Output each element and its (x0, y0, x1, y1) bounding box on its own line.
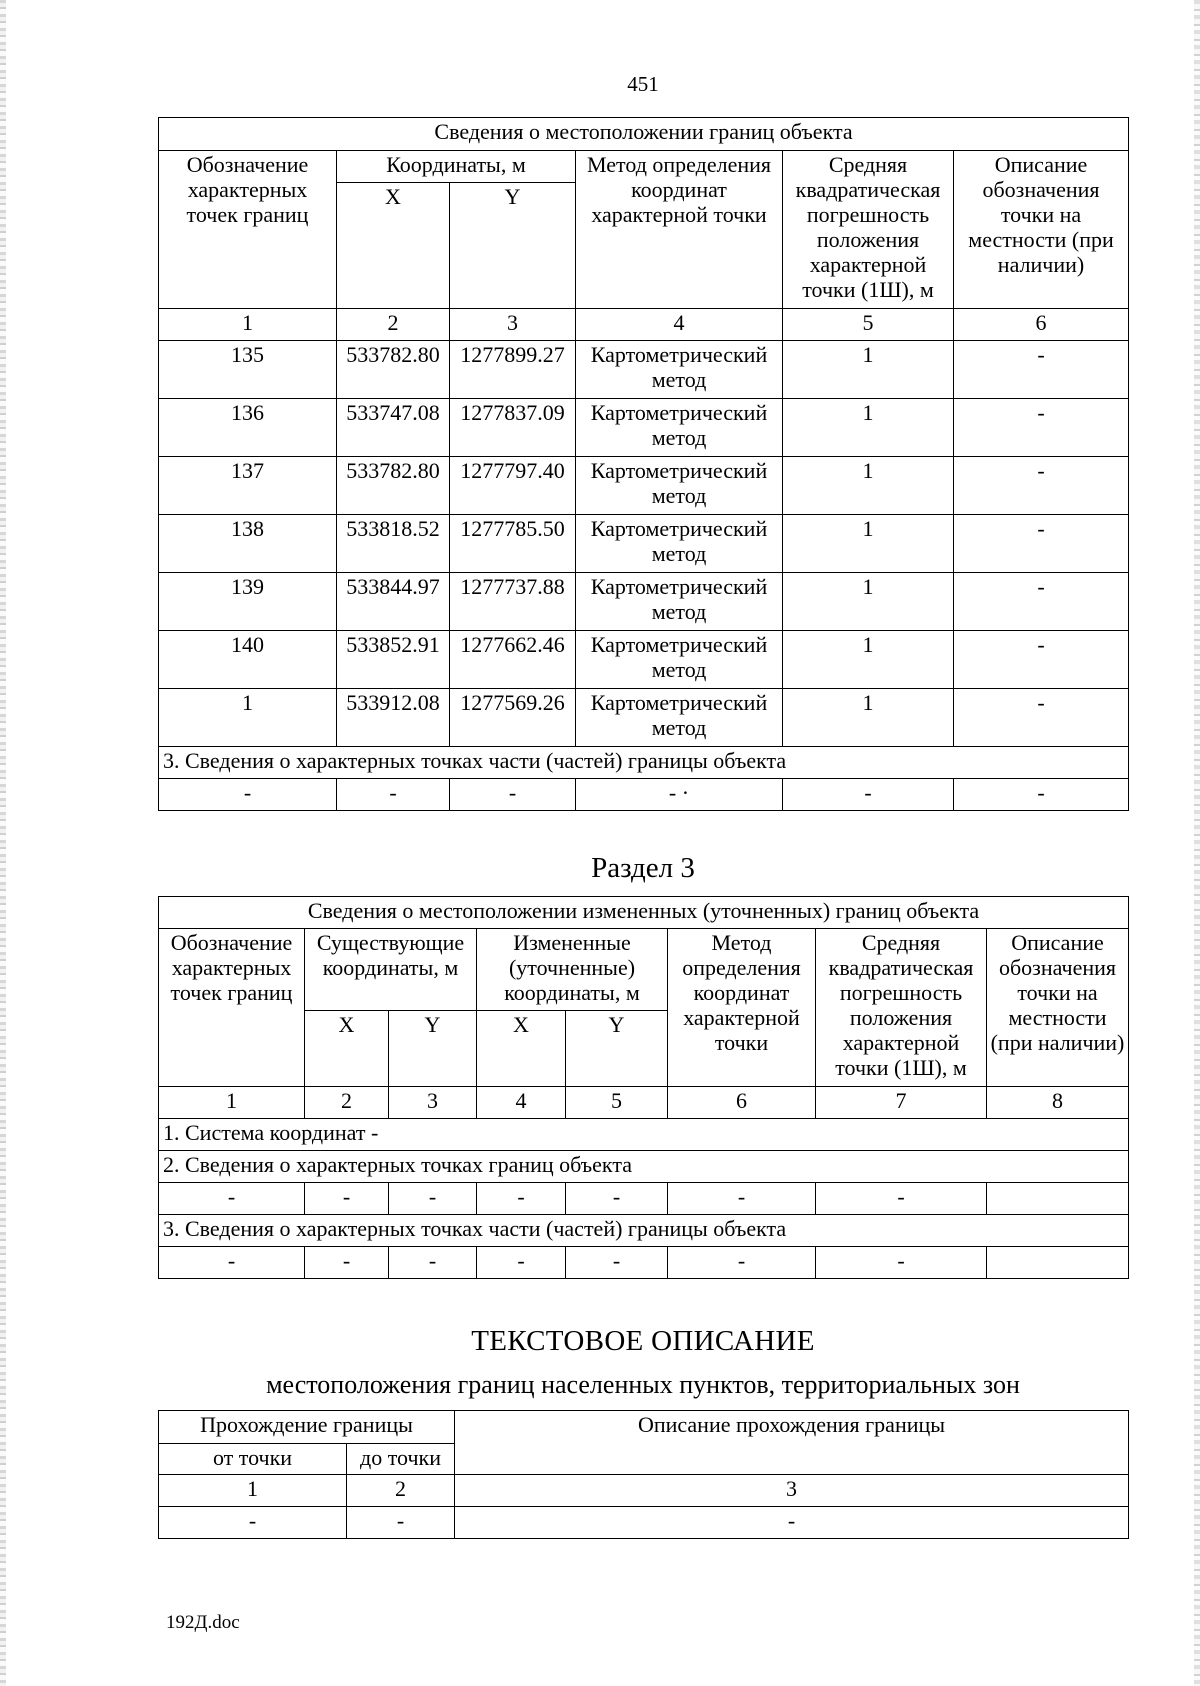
header-coordinates: Координаты, м (337, 151, 576, 183)
column-number: 1 (159, 1475, 347, 1507)
table-row (159, 779, 1129, 811)
y-cell: 1277785.50 (450, 515, 576, 573)
method-cell: Картометрический метод (576, 515, 783, 573)
point-cell: 1 (159, 689, 337, 747)
dash-cell: - (159, 1183, 305, 1215)
point-cell: 138 (159, 515, 337, 573)
boundary-passage-table (158, 1410, 1129, 1539)
y-cell: 1277569.26 (450, 689, 576, 747)
column-number: 5 (566, 1087, 668, 1119)
dash-cell: - (337, 779, 450, 811)
description-cell: - (954, 515, 1129, 573)
header-description: Описание обозначения точки на местности (при наличии) (954, 151, 1129, 309)
x-cell: 533844.97 (337, 573, 450, 631)
part-section-label: 3. Сведения о характерных точках части (частей) границы объекта (159, 1215, 1129, 1247)
table-row (159, 573, 1129, 631)
section-title: Раздел 3 (591, 852, 695, 884)
dash-cell: - (347, 1507, 455, 1539)
dash-cell: - (455, 1507, 1129, 1539)
changed-boundary-table (158, 896, 1129, 1279)
column-number: 6 (668, 1087, 816, 1119)
header-to-point: до точки (347, 1444, 455, 1475)
table-row (159, 1183, 1129, 1215)
description-cell: - (954, 457, 1129, 515)
dash-cell: - (668, 1183, 816, 1215)
header-y: Y (450, 183, 576, 309)
x-cell: 533818.52 (337, 515, 450, 573)
x-cell: 533852.91 (337, 631, 450, 689)
table-row (159, 631, 1129, 689)
x-cell: 533782.80 (337, 457, 450, 515)
dash-cell: - (159, 1247, 305, 1279)
dash-cell: - (305, 1183, 389, 1215)
table-row (159, 689, 1129, 747)
column-number: 4 (576, 309, 783, 341)
text-description-heading: ТЕКСТОВОЕ ОПИСАНИЕ (471, 1325, 815, 1357)
page-number: 451 (627, 72, 659, 96)
error-cell: 1 (783, 689, 954, 747)
header-error: Средняя квадратическая погрешность положения характерной точки (1Ш), м (816, 929, 987, 1087)
header-from-point: от точки (159, 1444, 347, 1475)
table-row (159, 1507, 1129, 1539)
header-passage: Прохождение границы (159, 1411, 455, 1444)
scan-right-edge (1194, 0, 1200, 1686)
x-cell: 533782.80 (337, 341, 450, 399)
method-cell: Картометрический метод (576, 689, 783, 747)
x-cell: 533747.08 (337, 399, 450, 457)
dash-cell: - (816, 1247, 987, 1279)
dash-cell: - (305, 1247, 389, 1279)
table-row (159, 399, 1129, 457)
column-number: 4 (477, 1087, 566, 1119)
column-number: 3 (389, 1087, 477, 1119)
header-existing-coordinates: Существующие координаты, м (305, 929, 477, 1011)
method-cell: Картометрический метод (576, 631, 783, 689)
y-cell: 1277837.09 (450, 399, 576, 457)
dash-cell: - (477, 1183, 566, 1215)
error-cell: 1 (783, 457, 954, 515)
error-cell: 1 (783, 573, 954, 631)
header-method: Метод определения координат характерной точки (668, 929, 816, 1087)
column-number: 3 (455, 1475, 1129, 1507)
coordinate-system-label: 1. Система координат - (159, 1119, 1129, 1151)
column-number: 2 (347, 1475, 455, 1507)
y-cell: 1277737.88 (450, 573, 576, 631)
header-points: Обозначение характерных точек границ (159, 929, 305, 1087)
description-cell: - (954, 631, 1129, 689)
y-cell: 1277662.46 (450, 631, 576, 689)
error-cell: 1 (783, 341, 954, 399)
dash-cell: - (389, 1247, 477, 1279)
column-number: 2 (337, 309, 450, 341)
y-cell: 1277797.40 (450, 457, 576, 515)
dash-cell: - (668, 1247, 816, 1279)
header-error: Средняя квадратическая погрешность положения характерной точки (1Ш), м (783, 151, 954, 309)
empty-cell (987, 1247, 1129, 1279)
boundary-location-table (158, 117, 1129, 811)
header-x: X (477, 1011, 566, 1087)
header-method: Метод определения координат характерной точки (576, 151, 783, 309)
column-number: 3 (450, 309, 576, 341)
header-passage-description: Описание прохождения границы (455, 1411, 1129, 1475)
error-cell: 1 (783, 515, 954, 573)
dash-cell: - (566, 1247, 668, 1279)
header-x: X (337, 183, 450, 309)
footer-filename: 192Д.doc (166, 1612, 240, 1633)
table-row (159, 341, 1129, 399)
header-changed-coordinates: Измененные (уточненные) координаты, м (477, 929, 668, 1011)
description-cell: - (954, 399, 1129, 457)
method-cell: Картометрический метод (576, 399, 783, 457)
header-description: Описание обозначения точки на местности (при наличии) (987, 929, 1129, 1087)
column-number: 8 (987, 1087, 1129, 1119)
dash-cell: - (783, 779, 954, 811)
boundary-points-label: 2. Сведения о характерных точках границ объекта (159, 1151, 1129, 1183)
method-cell: Картометрический метод (576, 457, 783, 515)
y-cell: 1277899.27 (450, 341, 576, 399)
dash-cell: - (159, 1507, 347, 1539)
table-row (159, 515, 1129, 573)
part-section-label: 3. Сведения о характерных точках части (частей) границы объекта (159, 747, 1129, 779)
description-cell: - (954, 573, 1129, 631)
point-cell: 135 (159, 341, 337, 399)
text-description-subheading: местоположения границ населенных пунктов, территориальных зон (266, 1370, 1020, 1399)
column-number: 5 (783, 309, 954, 341)
column-number: 7 (816, 1087, 987, 1119)
header-points: Обозначение характерных точек границ (159, 151, 337, 309)
error-cell: 1 (783, 631, 954, 689)
error-cell: 1 (783, 399, 954, 457)
description-cell: - (954, 689, 1129, 747)
table-row (159, 1247, 1129, 1279)
scan-left-edge (0, 0, 6, 1686)
dash-cell: - (477, 1247, 566, 1279)
method-cell: Картометрический метод (576, 341, 783, 399)
description-cell: - (954, 341, 1129, 399)
point-cell: 140 (159, 631, 337, 689)
column-number: 2 (305, 1087, 389, 1119)
empty-cell (987, 1183, 1129, 1215)
header-y: Y (566, 1011, 668, 1087)
dash-cell: - (389, 1183, 477, 1215)
dash-cell: - (566, 1183, 668, 1215)
header-y: Y (389, 1011, 477, 1087)
dash-cell: - (816, 1183, 987, 1215)
dash-cell: - · (576, 779, 783, 811)
x-cell: 533912.08 (337, 689, 450, 747)
table-row (159, 457, 1129, 515)
method-cell: Картометрический метод (576, 573, 783, 631)
column-number: 1 (159, 1087, 305, 1119)
dash-cell: - (159, 779, 337, 811)
table-caption: Сведения о местоположении измененных (уточненных) границ объекта (159, 897, 1129, 929)
column-number: 6 (954, 309, 1129, 341)
dash-cell: - (450, 779, 576, 811)
point-cell: 136 (159, 399, 337, 457)
dash-cell: - (954, 779, 1129, 811)
column-number: 1 (159, 309, 337, 341)
point-cell: 139 (159, 573, 337, 631)
table-caption: Сведения о местоположении границ объекта (159, 118, 1129, 151)
point-cell: 137 (159, 457, 337, 515)
header-x: X (305, 1011, 389, 1087)
